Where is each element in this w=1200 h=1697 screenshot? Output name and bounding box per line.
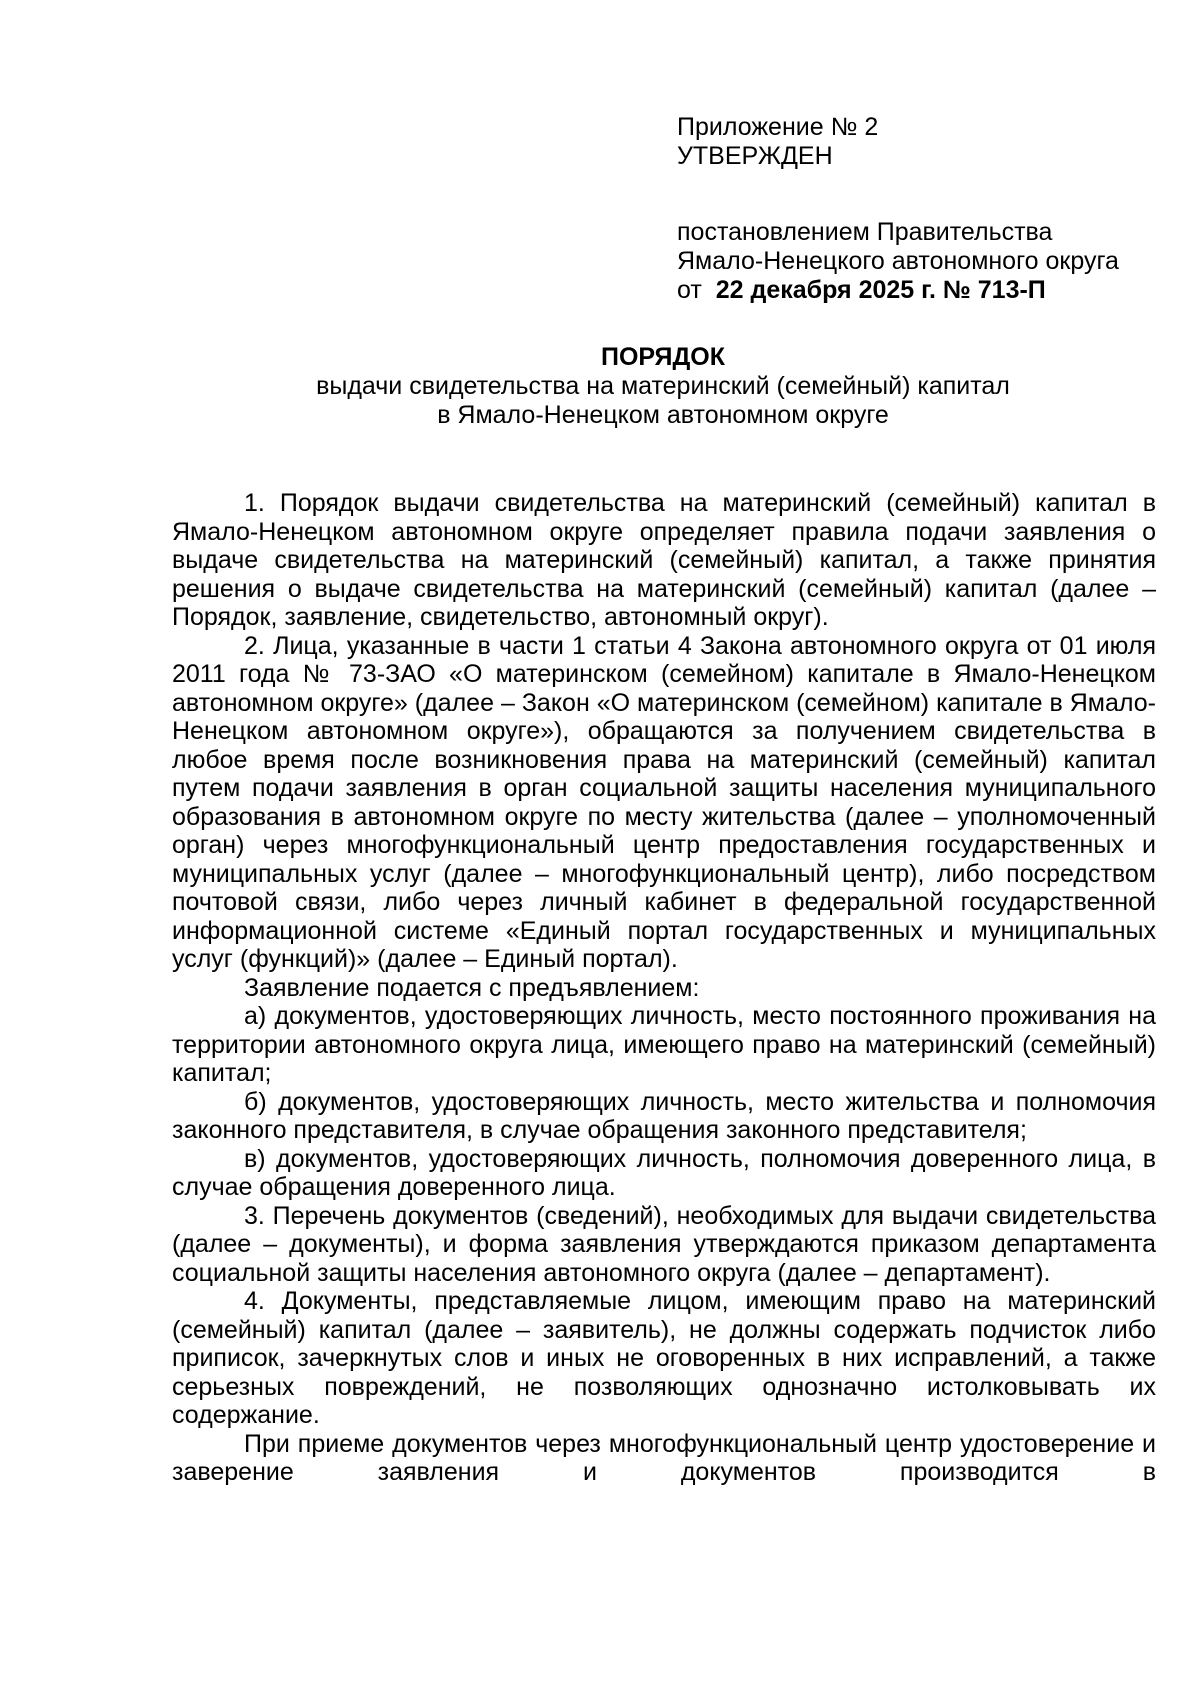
paragraph-2: 2. Лица, указанные в части 1 статьи 4 Закона автономного округа от 01 июля 2011 года № 73-ЗАО «О материнском (семейном) капитале в Ямало-Ненецком автономном округе» (далее – Закон «О материнском (семейном) капитале в Ямало-Ненецком автономном округе»), обращаются за получением свидетельства в любое время после возникновения права на материнский (семейный) капитал путем подачи заявления в орган социальной защиты населения муниципального образования в автономном округе по месту жительства (далее – уполномоченный орган) через многофункциональный центр предоставления государственных и муниципальных услуг (далее – многофункциональный центр), либо посредством почтовой связи, либо через личный кабинет в федеральной государственной информационной системе «Единый портал государственных и муниципальных услуг (функций)» (далее – Единый портал). [172, 631, 1156, 973]
approval-date-line [677, 276, 1177, 305]
approval-stamp-block [677, 113, 1177, 305]
approved-by-line: постановлением Правительства [677, 218, 1053, 246]
paragraph-item-b: б) документов, удостоверяющих личность, место жительства и полномочия законного представителя, в случае обращения законного представителя; [172, 1087, 1156, 1144]
document-heading: ПОРЯДОК [601, 343, 725, 371]
paragraph-item-a: а) документов, удостоверяющих личность, место постоянного проживания на территории автономного округа лица, имеющего право на материнский (семейный) капитал; [172, 1002, 1156, 1087]
approval-date-prefix: от [677, 276, 702, 304]
document-title-block [170, 343, 1156, 430]
paragraph-3: 3. Перечень документов (сведений), необходимых для выдачи свидетельства (далее – документы), и форма заявления утверждаются приказом департамента социальной защиты населения автономного округа (далее – департамент). [172, 1201, 1156, 1287]
paragraph-mfc-reception: При приеме документов через многофункциональный центр удостоверение и заверение заявления и документов производится в [172, 1429, 1156, 1486]
approval-date-number: 22 декабря 2025 г. № 713-П [715, 276, 1046, 304]
document-body [172, 489, 1156, 1487]
paragraph-application-intro: Заявление подается с предъявлением: [244, 973, 700, 1002]
paragraph-4: 4. Документы, представляемые лицом, имеющим право на материнский (семейный) капитал (далее – заявитель), не должны содержать подчисток либо приписок, зачеркнутых слов и иных не оговоренных в них исправлений, а также серьезных повреждений, не позволяющих однозначно истолковывать их содержание. [172, 1287, 1156, 1429]
paragraph-item-c: в) документов, удостоверяющих личность, полномочия доверенного лица, в случае обращения доверенного лица. [172, 1144, 1156, 1201]
paragraph-1: 1. Порядок выдачи свидетельства на материнский (семейный) капитал в Ямало-Ненецком автономном округе определяет правила подачи заявления о выдаче свидетельства на материнский (семейный) капитал, а также принятия решения о выдаче свидетельства на материнский (семейный) капитал (далее – Порядок, заявление, свидетельство, автономный округ). [172, 489, 1156, 631]
appendix-number: Приложение № 2 [677, 113, 879, 141]
document-subtitle-line2: в Ямало-Ненецком автономном округе [437, 401, 889, 429]
document-subtitle-line1: выдачи свидетельства на материнский (семейный) капитал [316, 372, 1010, 400]
approved-by-government: Ямало-Ненецкого автономного округа [677, 247, 1119, 275]
approved-label: УТВЕРЖДЕН [677, 142, 833, 170]
